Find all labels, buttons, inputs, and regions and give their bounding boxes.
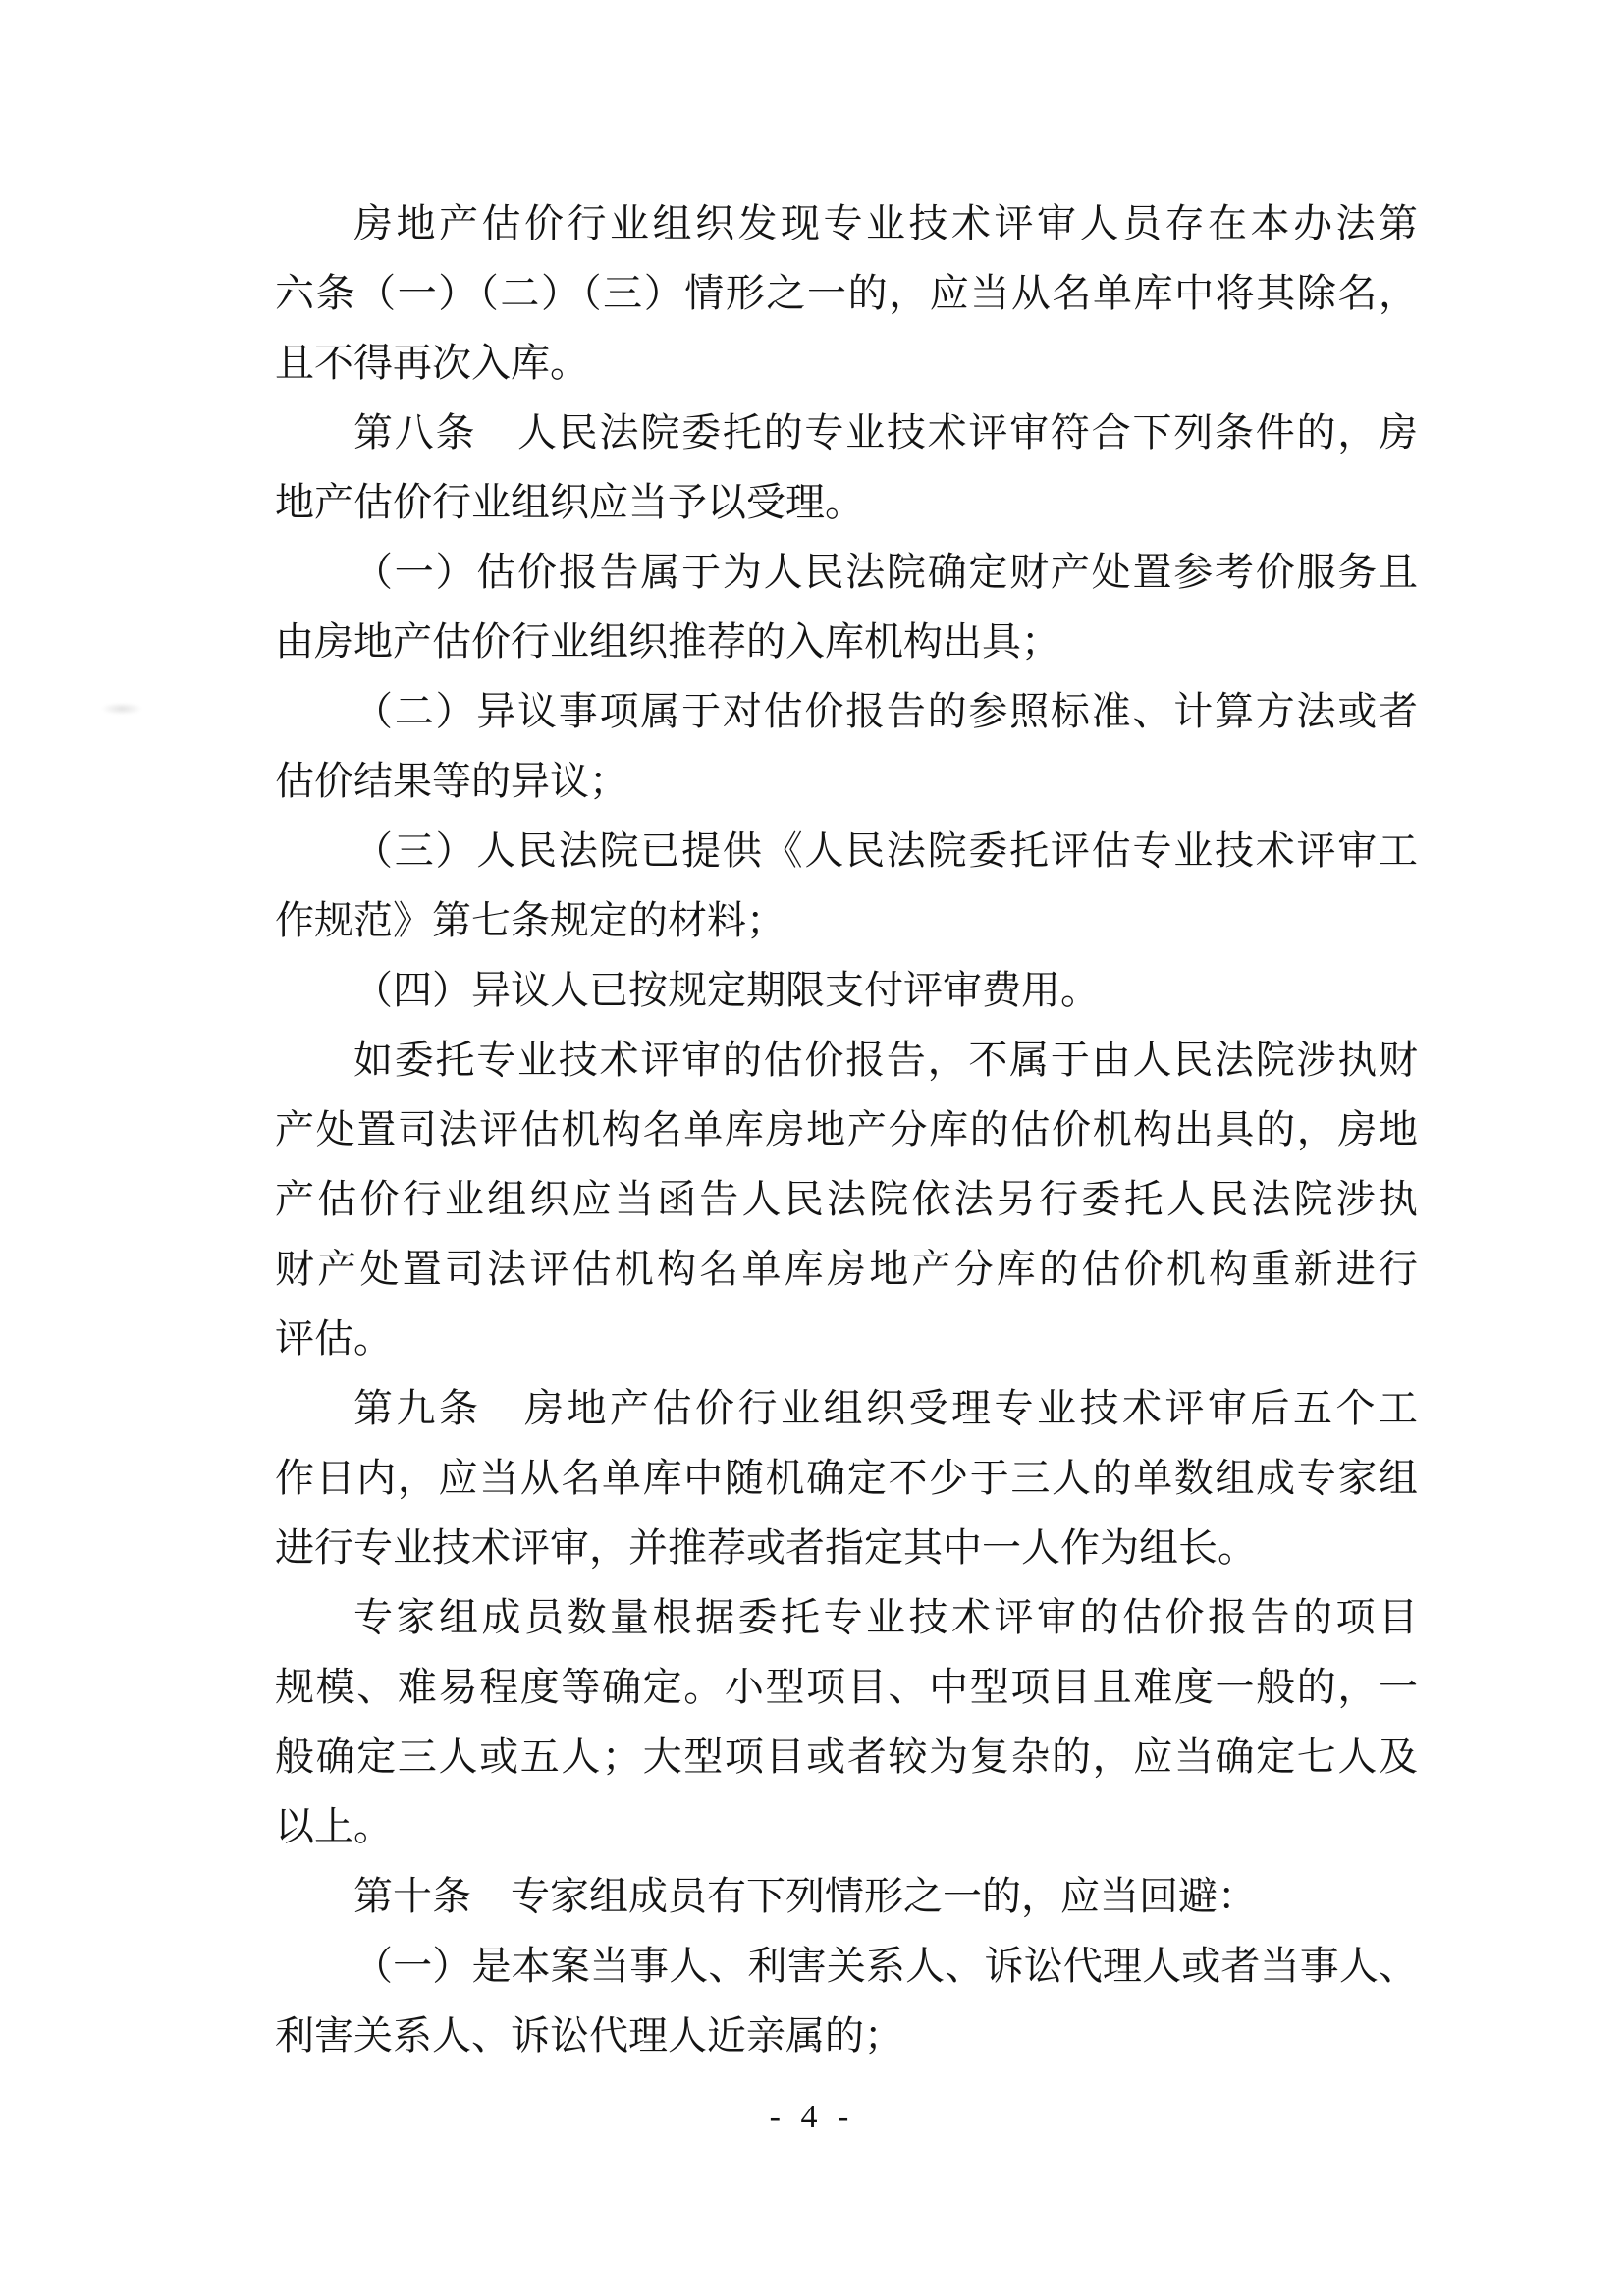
text-line: 且不得再次入库。 xyxy=(275,341,589,385)
text-line: 第十条 专家组成员有下列情形之一的，应当回避： xyxy=(353,1874,1257,1918)
text-line: 财产处置司法评估机构名单库房地产分库的估价机构重新进行 xyxy=(275,1247,1418,1291)
text-line: 以上。 xyxy=(275,1804,393,1848)
scan-smudge-artifact xyxy=(102,703,141,715)
text-line: 作日内，应当从名单库中随机确定不少于三人的单数组成专家组 xyxy=(275,1456,1418,1500)
text-line: 评估。 xyxy=(275,1316,393,1361)
document-body xyxy=(275,188,1418,2070)
text-line: 利害关系人、诉讼代理人近亲属的； xyxy=(275,2013,903,2057)
text-line: 进行专业技术评审，并推荐或者指定其中一人作为组长。 xyxy=(275,1525,1257,1570)
text-line: 产估价行业组织应当函告人民法院依法另行委托人民法院涉执 xyxy=(275,1177,1418,1221)
text-line: （二）异议事项属于对估价报告的参照标准、计算方法或者 xyxy=(353,689,1418,733)
text-line: 如委托专业技术评审的估价报告，不属于由人民法院涉执财 xyxy=(353,1038,1418,1082)
text-line: 般确定三人或五人；大型项目或者较为复杂的，应当确定七人及 xyxy=(275,1735,1418,1779)
text-line: 作规范》第七条规定的材料； xyxy=(275,898,785,942)
text-line: （四）异议人已按规定期限支付评审费用。 xyxy=(353,968,1100,1012)
text-line: 专家组成员数量根据委托专业技术评审的估价报告的项目 xyxy=(353,1595,1418,1639)
text-line: 估价结果等的异议； xyxy=(275,759,628,803)
text-line: 产处置司法评估机构名单库房地产分库的估价机构出具的，房地 xyxy=(275,1107,1418,1151)
text-line: 房地产估价行业组织发现专业技术评审人员存在本办法第 xyxy=(353,201,1418,245)
text-line: （一）估价报告属于为人民法院确定财产处置参考价服务且 xyxy=(353,550,1418,594)
text-line: 六条（一）（二）（三）情形之一的，应当从名单库中将其除名， xyxy=(275,271,1418,315)
text-line: （三）人民法院已提供《人民法院委托评估专业技术评审工 xyxy=(353,828,1418,873)
text-line: 第九条 房地产估价行业组织受理专业技术评审后五个工 xyxy=(353,1386,1418,1430)
page-number: - 4 - xyxy=(769,2099,855,2135)
text-line: 第八条 人民法院委托的专业技术评审符合下列条件的，房 xyxy=(353,410,1418,454)
text-line: 规模、难易程度等确定。小型项目、中型项目且难度一般的，一 xyxy=(275,1665,1418,1709)
text-line: 地产估价行业组织应当予以受理。 xyxy=(275,480,864,524)
text-line: 由房地产估价行业组织推荐的入库机构出具； xyxy=(275,619,1060,664)
text-line: （一）是本案当事人、利害关系人、诉讼代理人或者当事人、 xyxy=(353,1944,1418,1988)
